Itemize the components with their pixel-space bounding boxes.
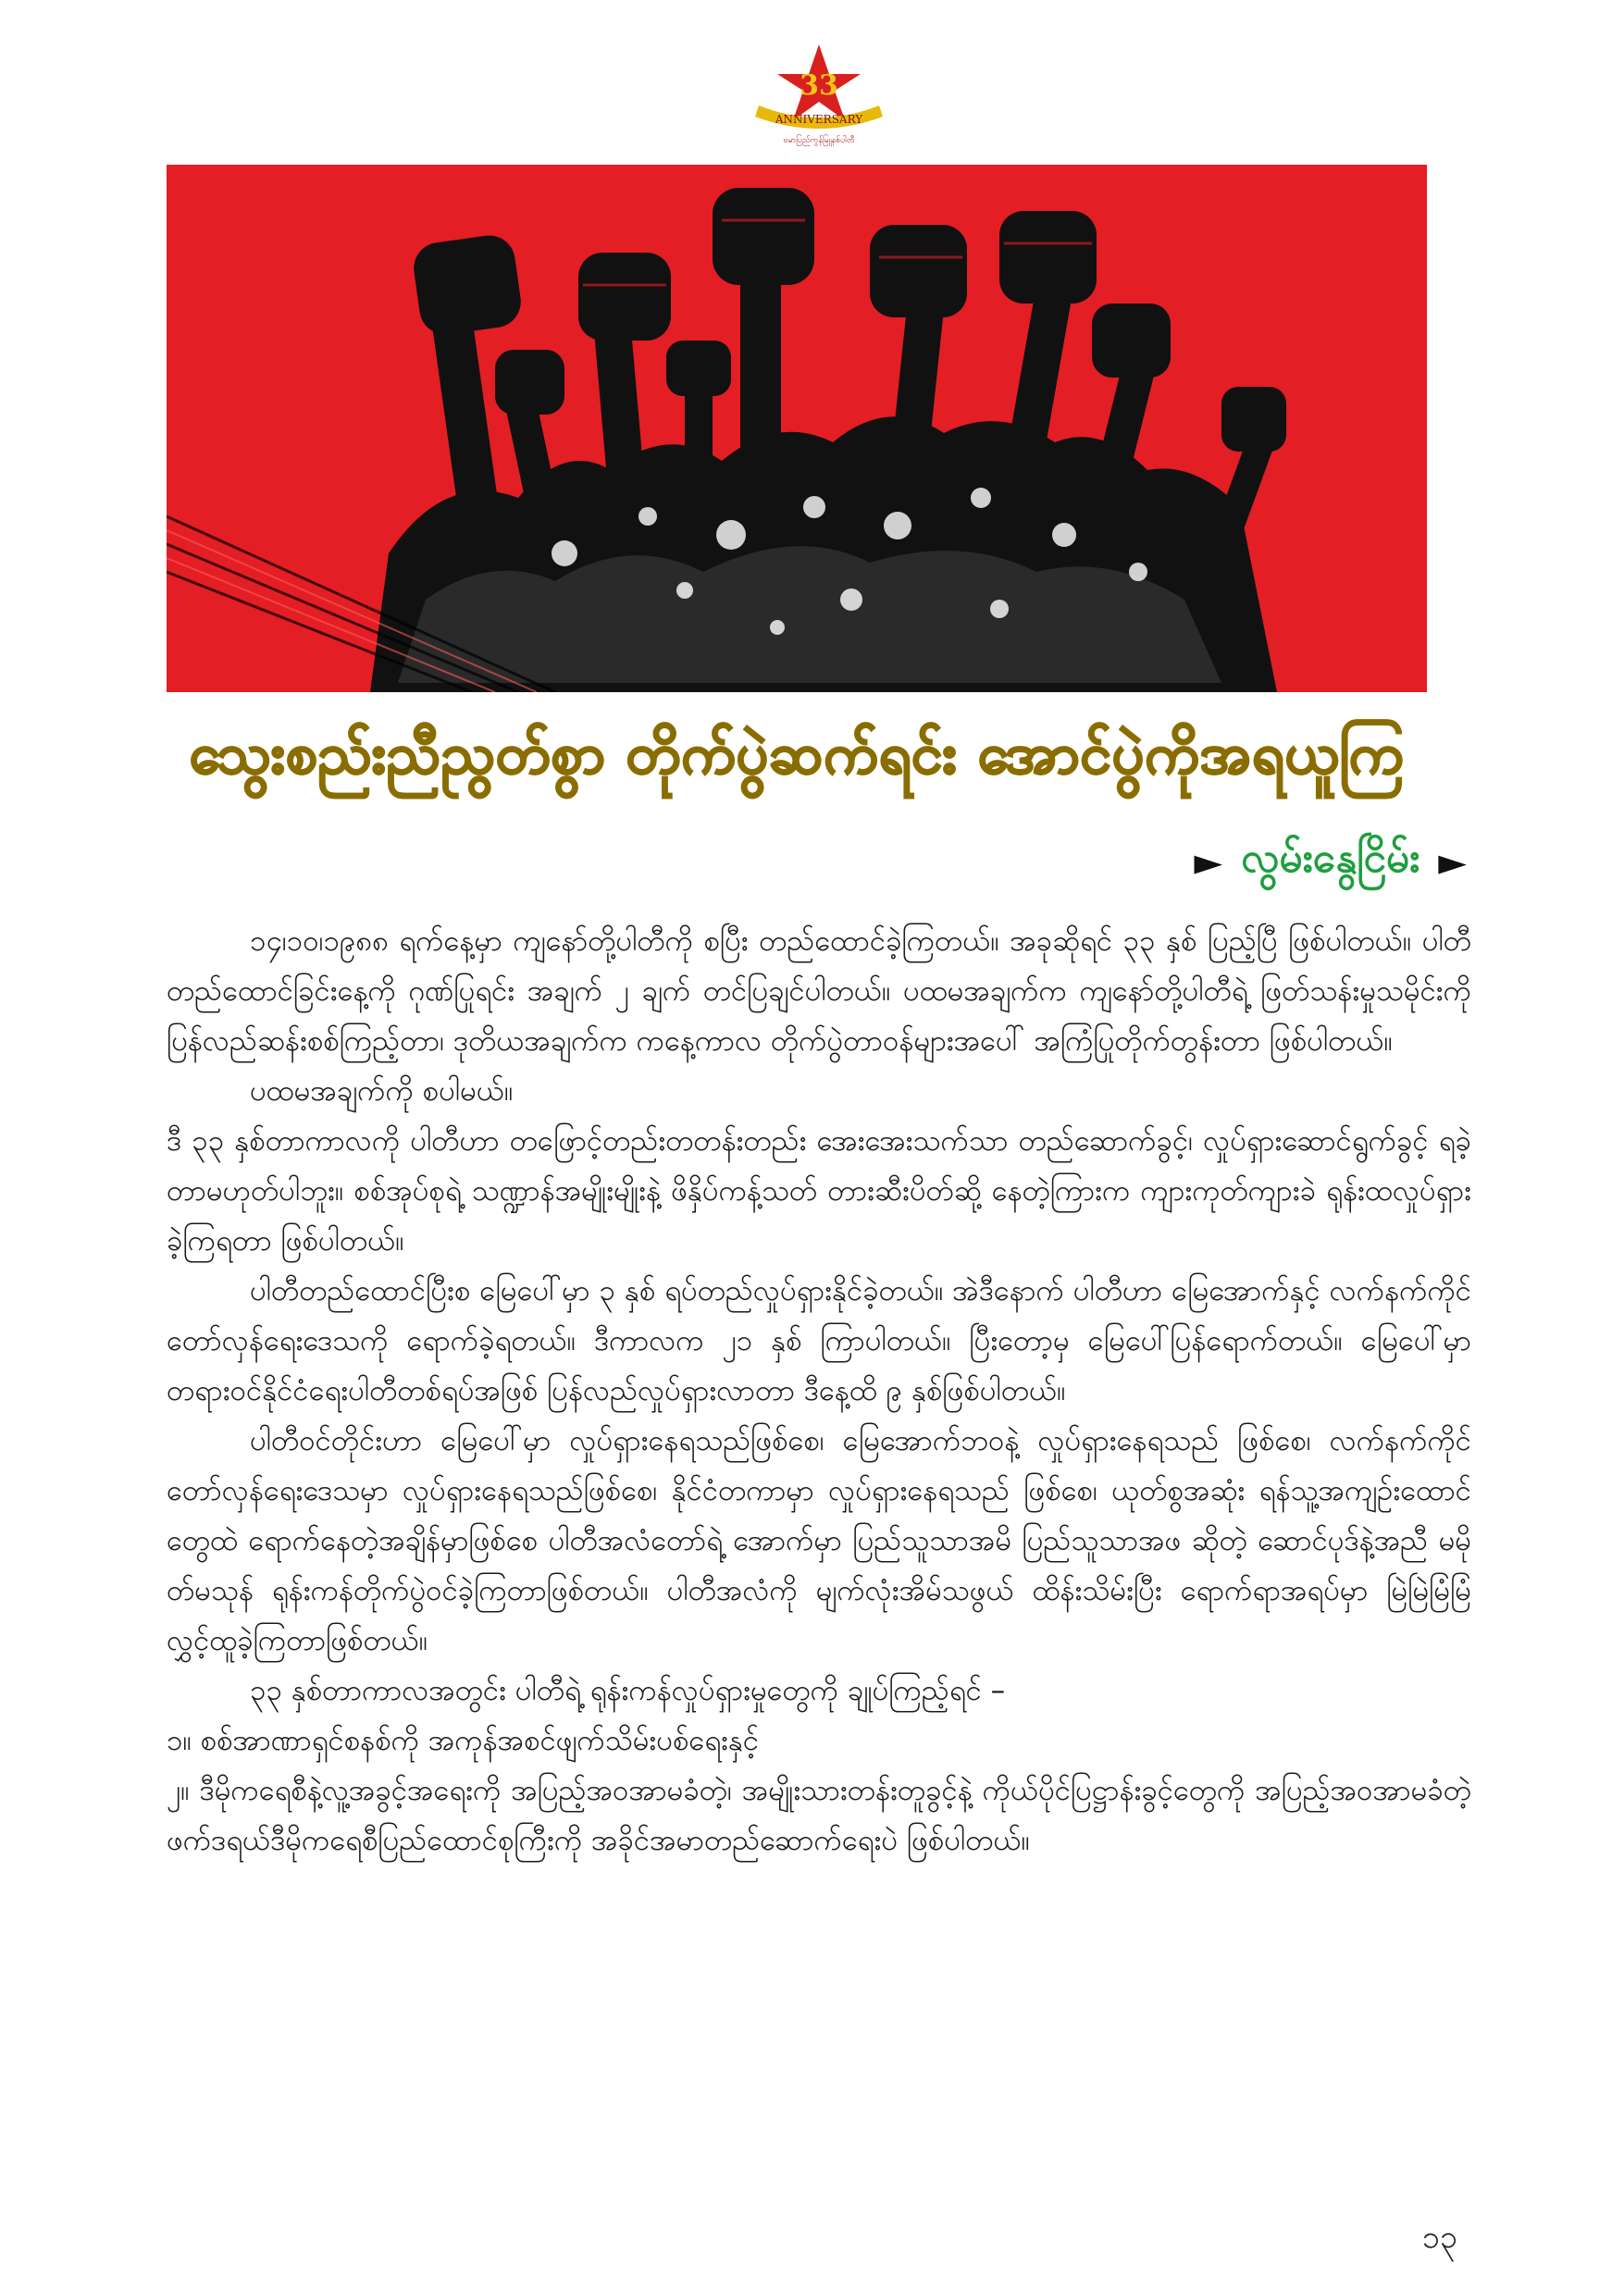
paragraph: ၁၄၊၁၀၊၁၉၈၈ ရက်နေ့မှာ ကျနော်တို့ပါတီကို စပြီး တည်ထောင်ခဲ့ကြတယ်။ အခုဆိုရင် ၃၃ နှစ် ပြည့်ပြီ ဖြစ်ပါတယ်။ ပါတီ တည်ထောင်ခြင်းနေ့ကို ဂုဏ်ပြုရင်း အချက် ၂ ချက် တင်ပြချင်ပါတယ်။ ပထမအချက်က ကျနော်တို့ပါတီရဲ့ ဖြတ်သန်းမှုသမိုင်းကို ပြန်လည်ဆန်းစစ်ကြည့်တာ၊ ဒုတိယအချက်က ကနေ့ကာလ တိုက်ပွဲတာဝန်များအပေါ် အကြံပြုတိုက်တွန်းတာ ဖြစ်ပါတယ်။ xyxy=(167,924,1471,1058)
list-item: ၂။ ဒီမိုကရေစီနဲ့လူ့အခွင့်အရေးကို အပြည့်အဝအာမခံတဲ့၊ အမျိုးသားတန်းတူခွင့်နဲ့ ကိုယ်ပိုင်ပြဋ္ဌာန်းခွင့်တွေကို အပြည့်အဝအာမခံတဲ့ ဖက်ဒရယ်ဒီမိုကရေစီပြည်ထောင်စုကြီးကို အခိုင်အမာတည်ဆောက်ရေးပဲ ဖြစ်ပါတယ်။ xyxy=(167,1774,1471,1857)
paragraph: ၃၃ နှစ်တာကာလအတွင်း ပါတီရဲ့ ရုန်းကန်လှုပ်ရှားမှုတွေကို ချုပ်ကြည့်ရင် – xyxy=(250,1674,1006,1707)
paragraph: ပထမအချက်ကို စပါမယ်။ xyxy=(250,1074,514,1108)
raised-fists-illustration xyxy=(167,165,1427,692)
byline xyxy=(1194,833,1467,892)
logo-number: 33 xyxy=(800,69,838,102)
banner-image xyxy=(167,165,1427,692)
logo-ribbon: ANNIVERSARY xyxy=(775,113,863,126)
anniversary-logo xyxy=(731,37,907,148)
paragraph: ပါတီဝင်တိုင်းဟာ မြေပေါ်မှာ လှုပ်ရှားနေရသည်ဖြစ်စေ၊ မြေအောက်ဘဝနဲ့ လှုပ်ရှားနေရသည် ဖြစ်စေ၊ လက်နက်ကိုင်တော်လှန်ရေးဒေသမှာ လှုပ်ရှားနေရသည်ဖြစ်စေ၊ နိုင်ငံတကာမှာ လှုပ်ရှားနေရသည် ဖြစ်စေ၊ ယုတ်စွအဆုံး ရန်သူ့အကျဉ်းထောင်တွေထဲ ရောက်နေတဲ့အချိန်မှာဖြစ်စေ ပါတီအလံတော်ရဲ့ အောက်မှာ ပြည်သူသာအမိ ပြည်သူသာအဖ ဆိုတဲ့ ဆောင်ပုဒ်နဲ့အညီ မမိုတ်မသုန် ရုန်းကန်တိုက်ပွဲဝင်ခဲ့ကြတာဖြစ်တယ်။ ပါတီအလံကို မျက်လုံးအိမ်သဖွယ် ထိန်းသိမ်းပြီး ရောက်ရာအရပ်မှာ မြဲမြဲမြံမြံ လွှင့်ထူခဲ့ကြတာဖြစ်တယ်။ xyxy=(167,1424,1471,1657)
page-number: ၁၃ xyxy=(1421,2219,1457,2256)
logo-caption: ဗမာပြည်ကွန်မြူနစ်ပါတီ xyxy=(783,136,855,145)
triangle-marker-right-icon: ► xyxy=(1438,841,1467,884)
list-item: ၁။ စစ်အာဏာရှင်စနစ်ကို အကုန်အစင်ဖျက်သိမ်းပစ်ရေးနှင့် xyxy=(167,1724,760,1757)
article-headline: သွေးစည်းညီညွတ်စွာ တိုက်ပွဲဆက်ရင်း အောင်ပွဲကိုအရယူကြ xyxy=(189,722,1405,787)
author-name: လွမ်းနွေငြိမ်း xyxy=(1241,835,1420,882)
paragraph: ပါတီတည်ထောင်ပြီးစ မြေပေါ်မှာ ၃ နှစ် ရပ်တည်လှုပ်ရှားနိုင်ခဲ့တယ်။ အဲဒီနောက် ပါတီဟာ မြေအောက်နှင့် လက်နက်ကိုင်တော်လှန်ရေးဒေသကို ရောက်ခဲ့ရတယ်။ ဒီကာလက ၂၁ နှစ် ကြာပါတယ်။ ပြီးတော့မှ မြေပေါ်ပြန်ရောက်တယ်။ မြေပေါ်မှာ တရားဝင်နိုင်ငံရေးပါတီတစ်ရပ်အဖြစ် ပြန်လည်လှုပ်ရှားလာတာ ဒီနေ့ထိ ၉ နှစ်ဖြစ်ပါတယ်။ xyxy=(167,1274,1471,1407)
triangle-marker-left-icon: ► xyxy=(1194,841,1223,884)
paragraph: ဒီ ၃၃ နှစ်တာကာလကို ပါတီဟာ တဖြောင့်တည်းတတန်းတည်း အေးအေးသက်သာ တည်ဆောက်ခွင့်၊ လှုပ်ရှားဆောင်ရွက်ခွင့် ရခဲ့တာမဟုတ်ပါဘူး။ စစ်အုပ်စုရဲ့ သဏ္ဍာန်အမျိုးမျိုးနဲ့ ဖိနှိပ်ကန့်သတ် တားဆီးပိတ်ဆို့ နေတဲ့ကြားက ကျားကုတ်ကျားခဲ ရုန်းထလှုပ်ရှားခဲ့ကြရတာ ဖြစ်ပါတယ်။ xyxy=(167,1124,1471,1258)
article-body xyxy=(167,916,1471,1865)
